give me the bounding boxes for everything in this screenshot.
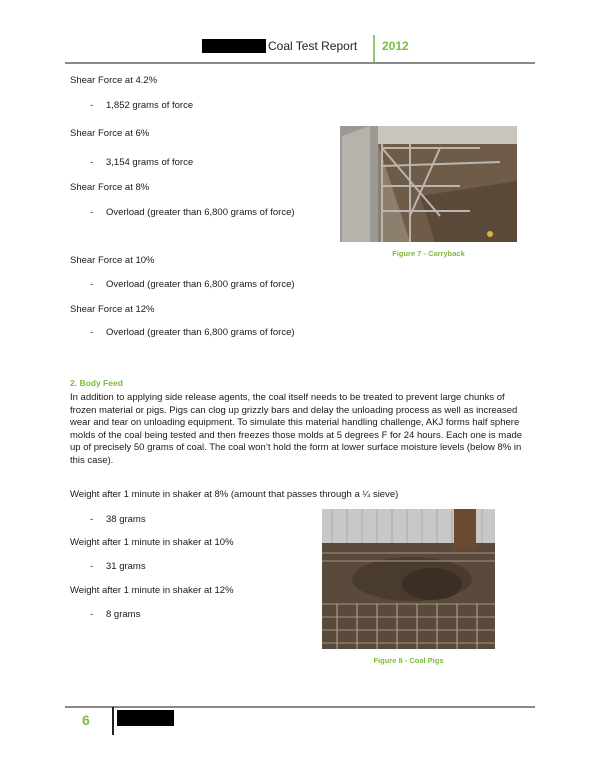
shear-label: Shear Force at 4.2% [70, 75, 158, 86]
header-rule [65, 62, 535, 64]
shear-value: Overload (greater than 6,800 grams of force) [106, 279, 295, 290]
shear-value: Overload (greater than 6,800 grams of force) [106, 207, 295, 218]
bullet-dash: - [90, 279, 94, 290]
footer-redaction [117, 710, 174, 726]
footer-rule [65, 706, 535, 708]
body-paragraph: In addition to applying side release agents, the coal itself needs to be treated to prevent large chunks of frozen material or pigs. Pigs can clog up grizzly bars and delay the unloading process as well as increased wear and tear on unloading equipment. To simulate this material handling challenge, AKJ forms half sphere molds of the coal being tested and then freezes those molds at 5 degrees F for 24 hours. Each one is made up of precisely 50 grams of coal. The coal won’t hold the form at lower surface moisture levels (below 8% in this case). [70, 392, 523, 466]
footer-divider [112, 707, 114, 735]
weight-label: Weight after 1 minute in shaker at 8% (amount that passes through a ¼ sieve) [70, 489, 399, 500]
report-title: Coal Test Report [268, 39, 358, 53]
section-heading: 2. Body Feed [70, 378, 123, 388]
figure-7-caption: Figure 7 - Carryback [392, 249, 465, 258]
shear-label: Shear Force at 6% [70, 128, 150, 139]
bullet-dash: - [90, 609, 94, 620]
page-number: 6 [82, 712, 90, 728]
bullet-dash: - [90, 561, 94, 572]
weight-value: 8 grams [106, 609, 141, 620]
bullet-dash: - [90, 514, 94, 525]
figure-8-photo [322, 509, 495, 649]
shear-value: 3,154 grams of force [106, 157, 194, 168]
figure-8-caption: Figure 8 - Coal Pigs [373, 656, 444, 665]
shear-value: 1,852 grams of force [106, 100, 194, 111]
weight-label: Weight after 1 minute in shaker at 10% [70, 537, 234, 548]
shear-value: Overload (greater than 6,800 grams of force) [106, 327, 295, 338]
header-divider [373, 35, 375, 63]
shear-label: Shear Force at 8% [70, 182, 150, 193]
bullet-dash: - [90, 157, 94, 168]
weight-value: 31 grams [106, 561, 146, 572]
weight-value: 38 grams [106, 514, 146, 525]
bullet-dash: - [90, 327, 94, 338]
report-year: 2012 [382, 39, 409, 53]
weight-label: Weight after 1 minute in shaker at 12% [70, 585, 234, 596]
bullet-dash: - [90, 207, 94, 218]
shear-label: Shear Force at 12% [70, 304, 155, 315]
bullet-dash: - [90, 100, 94, 111]
shear-label: Shear Force at 10% [70, 255, 155, 266]
header-redaction [202, 39, 266, 53]
figure-7-photo [340, 126, 517, 242]
